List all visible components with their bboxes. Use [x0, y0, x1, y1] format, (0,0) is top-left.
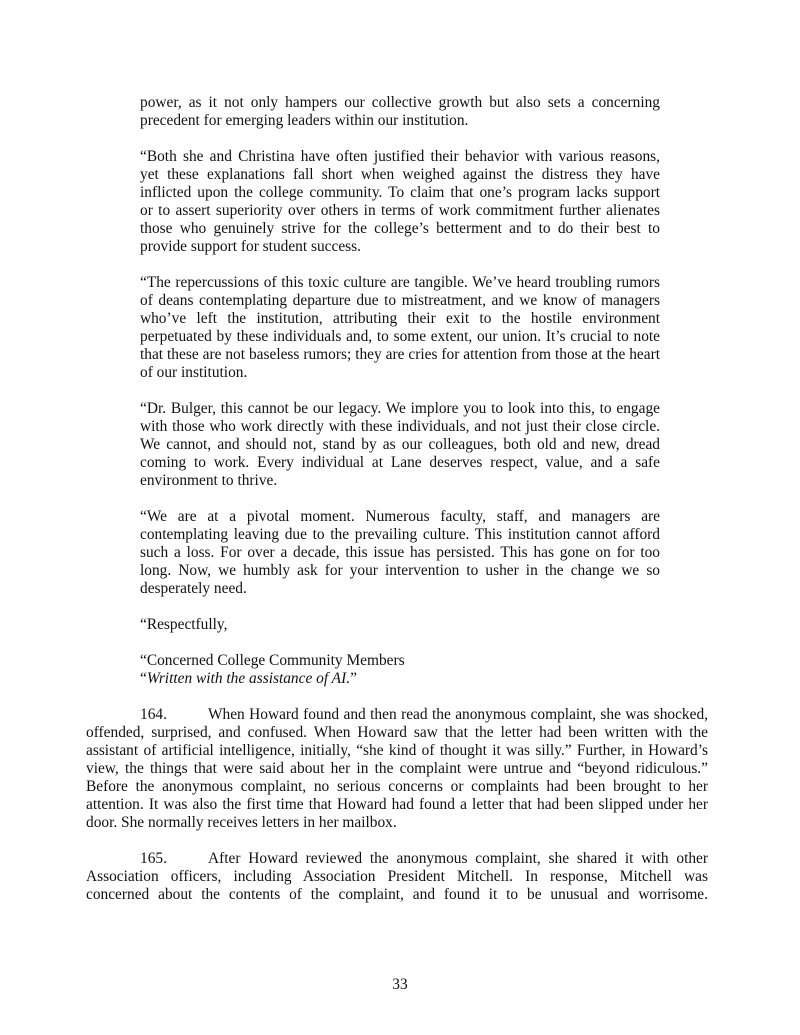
ai-note [140, 670, 660, 688]
quoted-paragraph [140, 148, 660, 256]
text-line: desperately need. [140, 580, 247, 597]
text-line: who’ve left the institution, attributing their exit to the hostile environment [140, 310, 660, 327]
closing-line: “Respectfully, [140, 616, 228, 633]
paragraph-number: 164. [140, 706, 167, 723]
text-line: with those who work directly with these individuals, and not just their close circle. [140, 418, 660, 435]
text-line: yet these explanations fall short when weighed against the distress they have [140, 166, 660, 183]
line-text: When Howard found and then read the anonymous complaint, she was shocked, [208, 706, 708, 723]
text-line: or to assert superiority over others in terms of work commitment further alienates [140, 202, 660, 219]
text-line: “We are at a pivotal moment. Numerous faculty, staff, and managers are [140, 508, 660, 525]
text-line: We cannot, and should not, stand by as our colleagues, both old and new, dread [140, 436, 660, 453]
text-line: Before the anonymous complaint, no serious concerns or complaints had been brought to her [86, 778, 708, 795]
text-line: long. Now, we humbly ask for your intervention to usher in the change we so [140, 562, 660, 579]
text-line: contemplating leaving due to the prevailing culture. This institution cannot afford [140, 526, 660, 543]
text-line: that these are not baseless rumors; they are cries for attention from those at the heart [140, 346, 660, 363]
text-line: inflicted upon the college community. To claim that one’s program lacks support [140, 184, 660, 201]
text-line: coming to work. Every individual at Lane deserves respect, value, and a safe [140, 454, 660, 471]
quoted-paragraph [140, 652, 660, 670]
text-line: environment to thrive. [140, 472, 278, 489]
numbered-paragraph [86, 706, 708, 832]
numbered-paragraph [86, 850, 708, 904]
text-line: those who genuinely strive for the college’s betterment and to do their best to [140, 220, 660, 237]
text-line: of our institution. [140, 364, 248, 381]
text-line [86, 706, 708, 724]
quoted-paragraph [140, 616, 660, 634]
text-line: perpetuated by these individuals and, to some extent, our union. It’s crucial to note [140, 328, 660, 345]
quote-mark: “ [140, 670, 147, 687]
text-line: “The repercussions of this toxic culture are tangible. We’ve heard troubling rumors [140, 274, 660, 291]
text-line: offended, surprised, and confused. When Howard saw that the letter had been written with the [86, 724, 708, 741]
quoted-paragraph [140, 274, 660, 382]
ai-note-line [140, 670, 660, 688]
text-line [86, 850, 708, 868]
text-line: assistant of artificial intelligence, initially, “she kind of thought it was silly.” Further, in Howard’s [86, 742, 708, 759]
ai-note-text: Written with the assistance of AI. [146, 670, 351, 687]
text-line: power, as it not only hampers our collective growth but also sets a concerning [140, 94, 660, 111]
paragraph-number: 165. [140, 850, 167, 867]
signature-line: “Concerned College Community Members [140, 652, 405, 669]
quoted-paragraph [140, 400, 660, 490]
line-text: After Howard reviewed the anonymous complaint, she shared it with other [208, 850, 708, 867]
text-line: provide support for student success. [140, 238, 361, 255]
quoted-paragraph [140, 94, 660, 130]
text-line: concerned about the contents of the complaint, and found it to be unusual and worrisome. [86, 886, 708, 903]
text-line: door. She normally receives letters in her mailbox. [86, 814, 397, 831]
text-line: Association officers, including Association President Mitchell. In response, Mitchell was [86, 868, 708, 885]
text-line: precedent for emerging leaders within our institution. [140, 112, 469, 129]
text-line: “Both she and Christina have often justified their behavior with various reasons, [140, 148, 660, 165]
text-line: view, the things that were said about her in the complaint were untrue and “beyond ridiculous.” [86, 760, 708, 777]
text-line: such a loss. For over a decade, this issue has persisted. This has gone on for too [140, 544, 660, 561]
page-number: 33 [392, 976, 408, 993]
text-line: attention. It was also the first time that Howard had found a letter that had been slipped under her [86, 796, 708, 813]
quoted-paragraph [140, 508, 660, 598]
quote-mark: ” [350, 670, 357, 687]
text-line: of deans contemplating departure due to mistreatment, and we know of managers [140, 292, 660, 309]
text-line: “Dr. Bulger, this cannot be our legacy. We implore you to look into this, to engage [140, 400, 660, 417]
